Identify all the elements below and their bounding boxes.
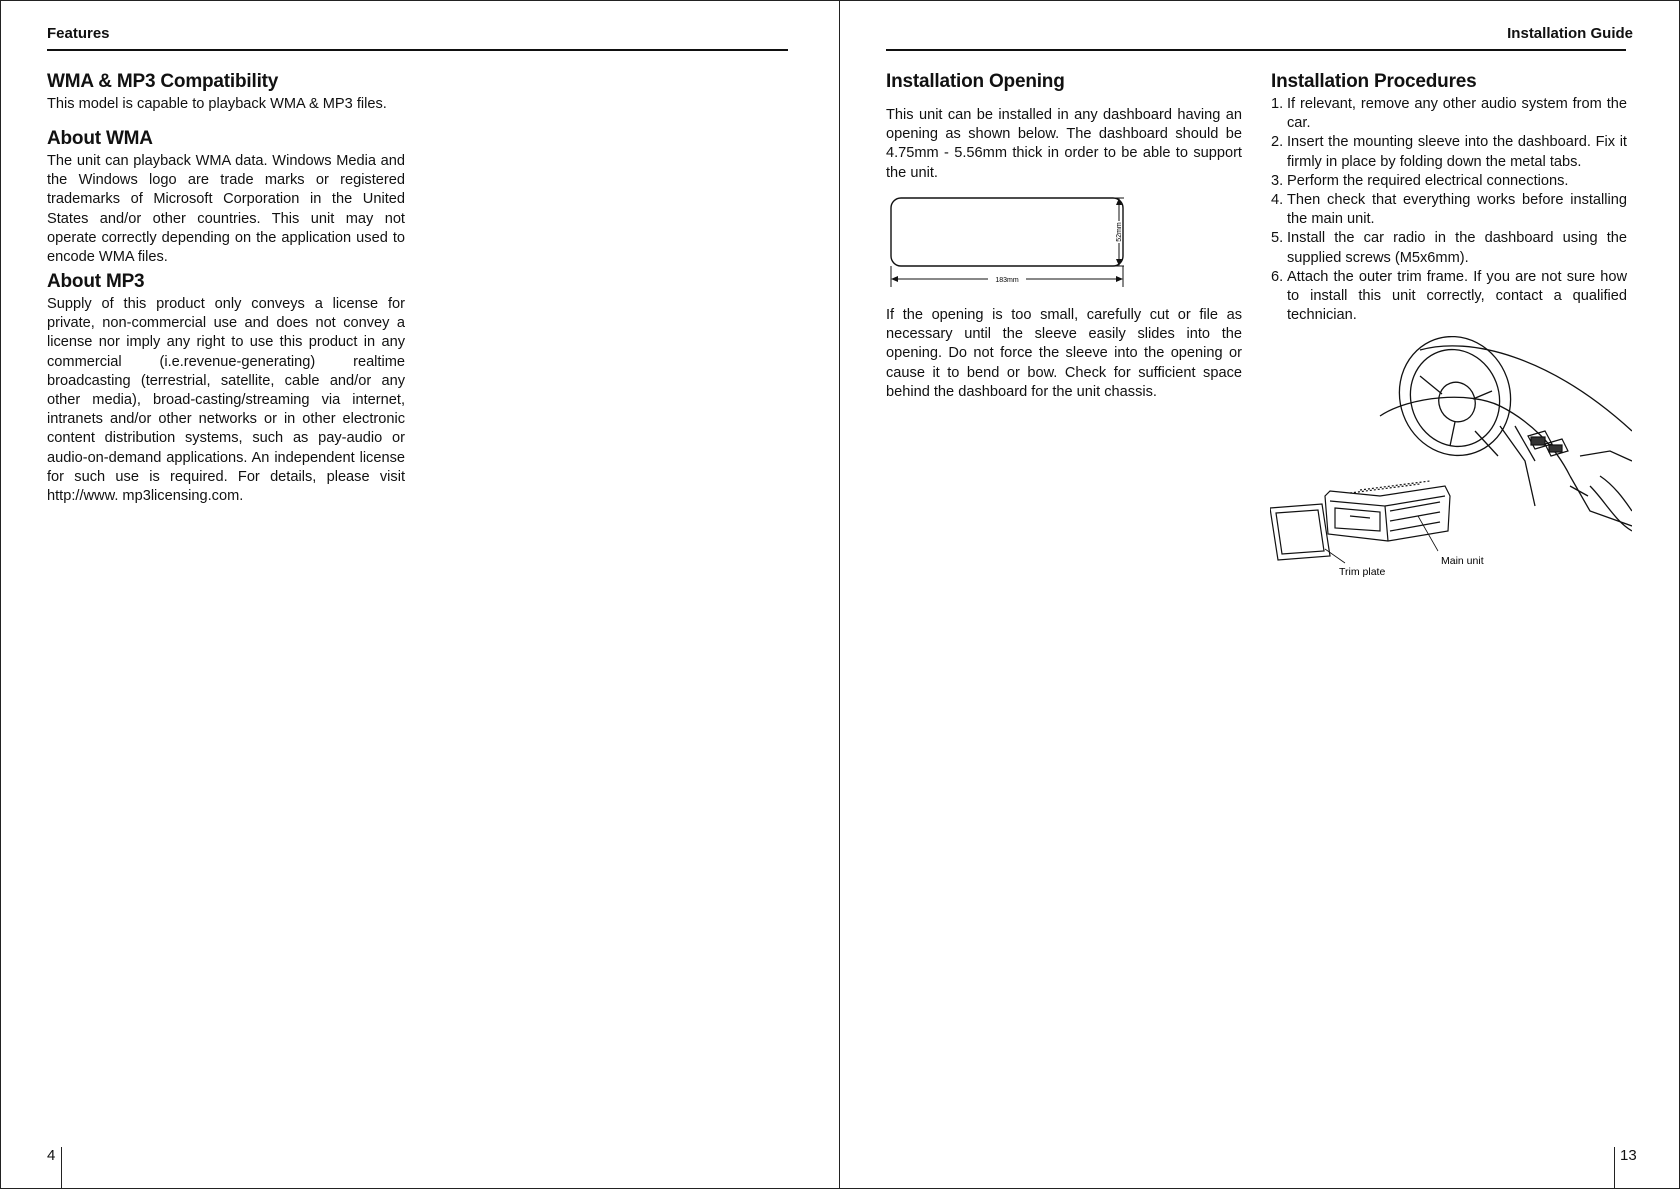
car-installation-illustration bbox=[1270, 336, 1632, 581]
step-number: 3. bbox=[1271, 172, 1284, 189]
page-number: 4 bbox=[47, 1147, 56, 1164]
trim-plate-label: Trim plate bbox=[1339, 566, 1386, 578]
step-number: 2. bbox=[1271, 134, 1284, 151]
about-wma-heading: About WMA bbox=[47, 128, 153, 149]
procedure-step bbox=[1271, 95, 1627, 133]
about-wma-text: The unit can playback WMA data. Windows Media and the Windows logo are trade marks or registered trademarks of Microsoft Corporation in the United States and/or other countries. This unit may not operate correctly depending on the application used to encode WMA files. bbox=[47, 153, 405, 266]
main-unit-drawing bbox=[1325, 481, 1450, 541]
step-number: 4. bbox=[1271, 192, 1284, 209]
header-rule bbox=[886, 49, 1626, 51]
opening-outline bbox=[891, 198, 1123, 266]
wma-mp3-heading: WMA & MP3 Compatibility bbox=[47, 71, 279, 92]
width-arrow-left bbox=[891, 276, 898, 282]
procedure-step bbox=[1271, 191, 1627, 229]
dim-height-label: 52mm bbox=[1115, 222, 1123, 242]
page-number: 13 bbox=[1620, 1147, 1637, 1164]
dash-slot-drawing bbox=[1528, 431, 1568, 456]
about-mp3-text: Supply of this product only conveys a license for private, non-commercial use and does not convey a license nor imply any right to use this product in any commercial (i.e.revenue-generating) realtime broadcasting (terrestrial, satellite, cable and/or any other media), broad-casting/streaming via internet, intranets and/or other networks or in other electronic content distribution systems, such as pay-audio or audio-on-demand applications. An independent license for such use is required. For details, please visit http://www. mp3licensing.com. bbox=[47, 296, 405, 505]
page-number-bar bbox=[61, 1147, 62, 1189]
procedure-step bbox=[1271, 172, 1627, 191]
installation-opening-heading: Installation Opening bbox=[886, 71, 1065, 92]
left-page bbox=[0, 0, 841, 1189]
step-number: 1. bbox=[1271, 96, 1284, 112]
step-text: Perform the required electrical connections. bbox=[1287, 172, 1569, 189]
right-page bbox=[839, 0, 1680, 1189]
dim-width-label: 183mm bbox=[995, 277, 1019, 284]
header-rule bbox=[47, 49, 788, 51]
step-text: Install the car radio in the dashboard using the supplied screws (M5x6mm). bbox=[1287, 230, 1627, 266]
procedure-step bbox=[1271, 229, 1627, 267]
page-number-bar bbox=[1614, 1147, 1615, 1189]
step-text: Insert the mounting sleeve into the dashboard. Fix it firmly in place by folding down the metal tabs. bbox=[1287, 134, 1627, 170]
procedure-steps bbox=[1271, 95, 1627, 325]
step-text: Attach the outer trim frame. If you are not sure how to install this unit correctly, contact a qualified technician. bbox=[1287, 268, 1627, 324]
step-number: 6. bbox=[1271, 268, 1284, 285]
installation-procedures-heading: Installation Procedures bbox=[1271, 71, 1477, 92]
step-text: If relevant, remove any other audio system from the car. bbox=[1287, 96, 1627, 132]
width-arrow-right bbox=[1116, 276, 1123, 282]
about-mp3-heading: About MP3 bbox=[47, 271, 145, 292]
trim-plate-drawing bbox=[1270, 504, 1330, 560]
opening-text-1: This unit can be installed in any dashboard having an opening as shown below. The dashboard should be 4.75mm - 5.56mm thick in order to be able to support the unit. bbox=[886, 107, 1242, 181]
step-text: Then check that everything works before installing the main unit. bbox=[1287, 192, 1627, 228]
step-number: 5. bbox=[1271, 230, 1284, 247]
opening-dimension-diagram bbox=[886, 193, 1126, 289]
main-unit-label: Main unit bbox=[1441, 555, 1484, 567]
wma-mp3-text: This model is capable to playback WMA & MP3 files. bbox=[47, 96, 387, 112]
opening-text-2: If the opening is too small, carefully cut or file as necessary until the sleeve easily slides into the opening. Do not force the sleeve into the opening or cause it to bend or bow. Check for sufficient space behind the dashboard for the unit chassis. bbox=[886, 307, 1242, 400]
procedure-step bbox=[1271, 133, 1627, 171]
procedure-step bbox=[1271, 268, 1627, 326]
steering-wheel-drawing bbox=[1383, 336, 1527, 471]
right-page-header: Installation Guide bbox=[1507, 25, 1633, 42]
left-page-header: Features bbox=[47, 25, 110, 42]
